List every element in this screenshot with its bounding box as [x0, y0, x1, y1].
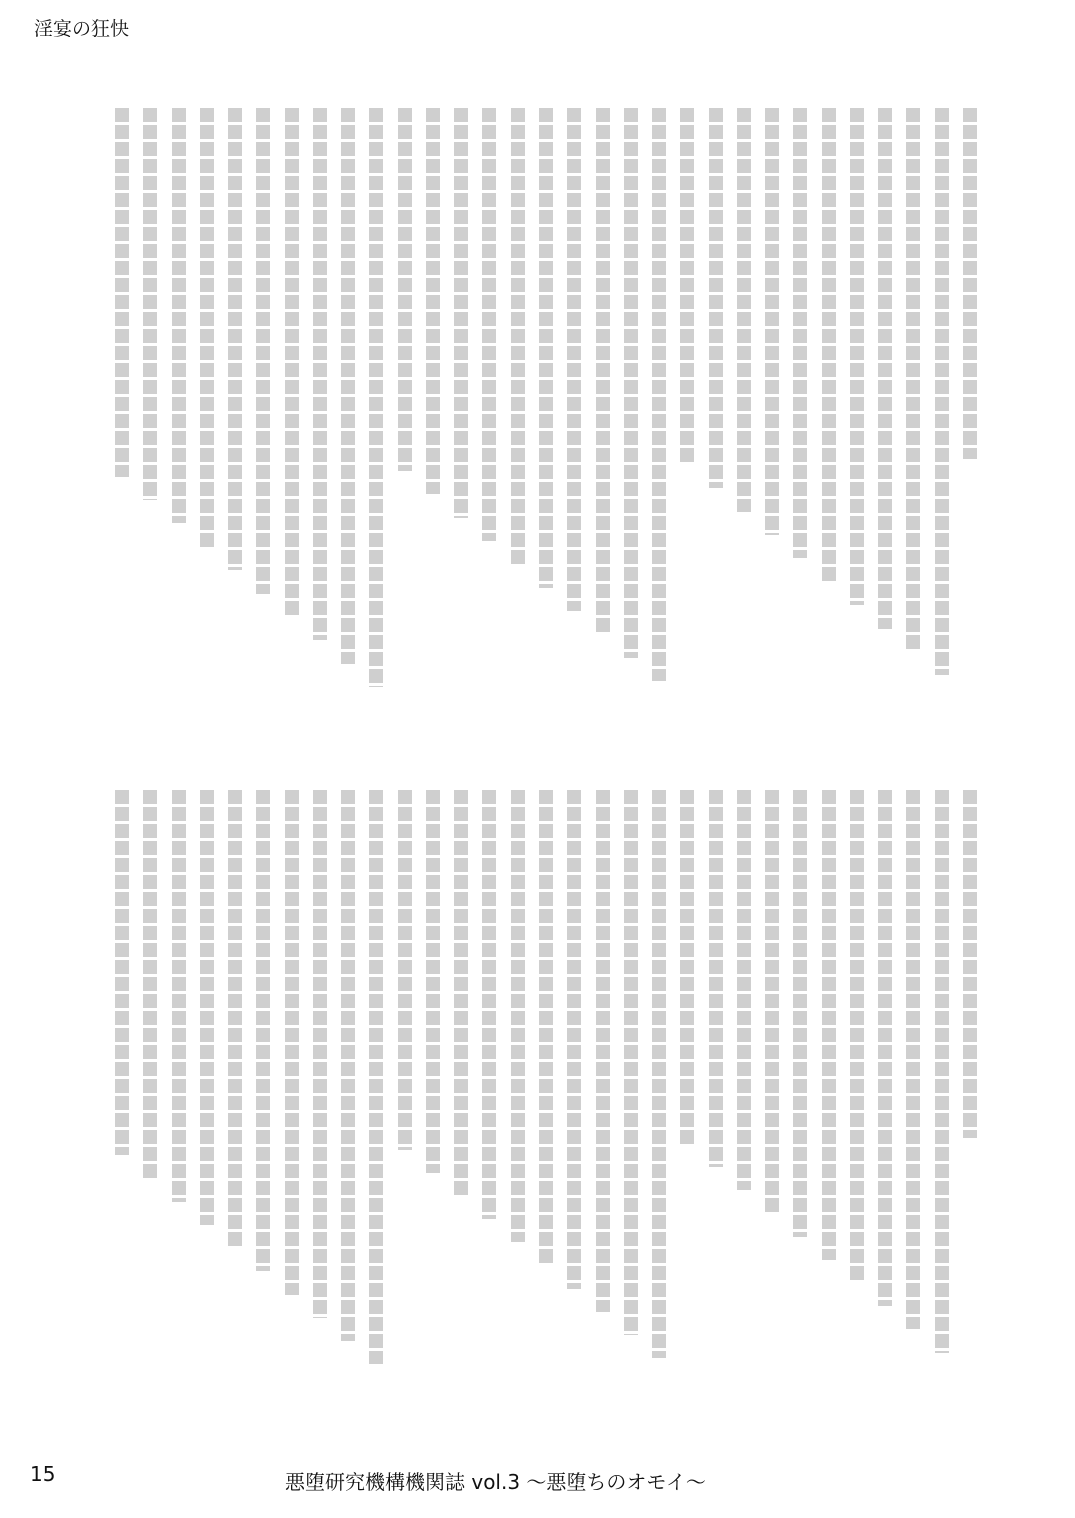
redacted-text-column	[426, 790, 440, 1173]
redacted-text-column	[765, 790, 779, 1213]
redacted-text-column	[228, 790, 242, 1248]
redacted-text-column	[511, 108, 525, 564]
redacted-text-column	[963, 790, 977, 1138]
redacted-text-column	[143, 790, 157, 1179]
redacted-text-column	[567, 108, 581, 611]
redacted-text-column	[652, 790, 666, 1358]
page-number: 15	[30, 1462, 56, 1486]
redacted-text-column	[652, 108, 666, 681]
redacted-text-column	[850, 790, 864, 1283]
redacted-text-column	[172, 790, 186, 1202]
redacted-text-column	[680, 790, 694, 1144]
redacted-text-column	[906, 108, 920, 652]
redacted-text-column	[737, 790, 751, 1190]
redacted-text-column	[369, 790, 383, 1364]
redacted-text-column	[878, 790, 892, 1306]
redacted-text-column	[256, 790, 270, 1271]
redacted-text-column	[935, 108, 949, 675]
redacted-text-column	[143, 108, 157, 500]
redacted-text-column	[765, 108, 779, 535]
redacted-text-column	[426, 108, 440, 494]
redacted-text-column	[680, 108, 694, 465]
redacted-text-column	[341, 790, 355, 1341]
redacted-text-column	[596, 108, 610, 635]
redacted-text-column	[793, 108, 807, 558]
redacted-text-column	[567, 790, 581, 1289]
redacted-text-column	[228, 108, 242, 570]
journal-footer: 悪堕研究機構機関誌 vol.3 ～悪堕ちのオモイ～	[285, 1470, 706, 1494]
redacted-text-column	[341, 108, 355, 664]
redacted-text-column	[285, 790, 299, 1295]
redacted-text-column	[963, 108, 977, 459]
redacted-text-column	[398, 790, 412, 1150]
redacted-text-column	[256, 108, 270, 594]
redacted-text-column	[200, 108, 214, 547]
redacted-text-column	[454, 790, 468, 1196]
redacted-text-column	[906, 790, 920, 1329]
redacted-text-column	[369, 108, 383, 687]
redacted-text-column	[313, 790, 327, 1318]
redacted-text-column	[709, 108, 723, 488]
redacted-text-column	[511, 790, 525, 1242]
redacted-text-column	[709, 790, 723, 1167]
redacted-text-column	[398, 108, 412, 471]
redacted-text-column	[850, 108, 864, 605]
redacted-text-column	[539, 108, 553, 588]
redacted-text-column	[285, 108, 299, 617]
redacted-text-column	[878, 108, 892, 629]
redacted-text-column	[539, 790, 553, 1266]
redacted-text-column	[822, 790, 836, 1260]
redacted-text-column	[793, 790, 807, 1237]
redacted-text-column	[596, 790, 610, 1312]
redacted-text-column	[737, 108, 751, 512]
redacted-text-column	[482, 790, 496, 1219]
body-text-block-bottom-redacted	[115, 790, 977, 1370]
body-text-block-top-redacted	[115, 108, 977, 693]
redacted-text-column	[454, 108, 468, 518]
redacted-text-column	[624, 790, 638, 1335]
running-header: 淫宴の狂快	[34, 18, 130, 40]
redacted-text-column	[624, 108, 638, 658]
redacted-text-column	[313, 108, 327, 640]
redacted-text-column	[935, 790, 949, 1353]
redacted-text-column	[822, 108, 836, 582]
redacted-text-column	[115, 790, 129, 1155]
redacted-text-column	[482, 108, 496, 541]
redacted-text-column	[200, 790, 214, 1225]
redacted-text-column	[115, 108, 129, 477]
redacted-text-column	[172, 108, 186, 523]
